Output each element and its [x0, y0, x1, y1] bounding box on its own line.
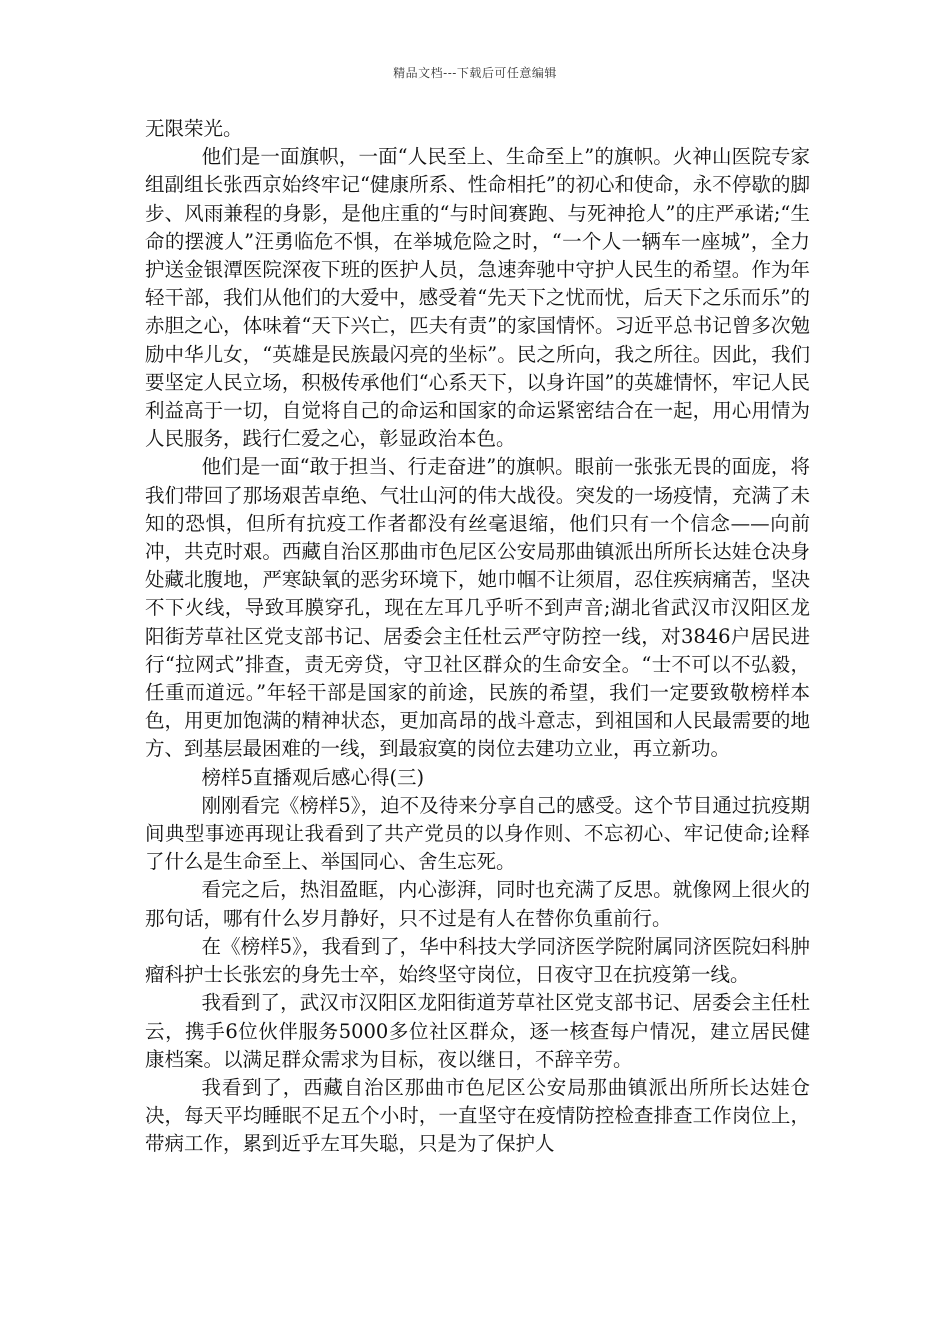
paragraph-5: 看完之后，热泪盈眶，内心澎湃，同时也充满了反思。就像网上很火的那句话，哪有什么岁月静好，只不过是有人在替你负重前行。: [145, 878, 810, 930]
page-header: 精品文档---下载后可任意编辑: [393, 66, 557, 80]
paragraph-7: 我看到了，武汉市汉阳区龙阳街道芳草社区党支部书记、居委会主任杜云，携手6位伙伴服务5000多位社区群众，逐一核查每户情况，建立居民健康档案。以满足群众需求为目标，夜以继日，不辞辛劳。: [145, 991, 810, 1071]
paragraph-6: 在《榜样5》，我看到了，华中科技大学同济医学院附属同济医院妇科肿瘤科护士长张宏的身先士卒，始终坚守岗位，日夜守卫在抗疫第一线。: [145, 934, 810, 987]
paragraph-4: 刚刚看完《榜样5》，迫不及待来分享自己的感受。这个节目通过抗疫期间典型事迹再现让我看到了共产党员的以身作则、不忘初心、牢记使命;诠释了什么是生命至上、举国同心、舍生忘死。: [145, 793, 810, 874]
paragraph-2: 他们是一面旗帜，一面“人民至上、生命至上”的旗帜。火神山医院专家组副组长张西京始终牢记“健康所系、性命相托”的初心和使命，永不停歇的脚步、风雨兼程的身影，是他庄重的“与时间赛跑、与死神抢人”的庄严承诺;“生命的摆渡人”汪勇临危不惧，在举城危险之时，“一个人一辆车一座城”，全力护送金银潭医院深夜下班的医护人员，急速奔驰中守护人民生的希望。作为年轻干部，我们从他们的大爱中，感受着“先天下之忧而忧，后天下之乐而乐”的赤胆之心，体味着“天下兴亡，匹夫有责”的家国情怀。习近平总书记曾多次勉励中华儿女，“英雄是民族最闪亮的坐标”。民之所向，我之所往。因此，我们要坚定人民立场，积极传承他们“心系天下，以身许国”的英雄情怀，牢记人民利益高于一切，自觉将自己的命运和国家的命运紧密结合在一起，用心用情为人民服务，践行仁爱之心，彰显政治本色。: [145, 145, 810, 451]
paragraph-3: 他们是一面“敢于担当、行走奋进”的旗帜。眼前一张张无畏的面庞，将我们带回了那场艰苦卓绝、气壮山河的伟大战役。突发的一场疫情，充满了未知的恐惧，但所有抗疫工作者都没有丝毫退缩，他们只有一个信念——向前冲，共克时艰。西藏自治区那曲市色尼区公安局那曲镇派出所所长达娃仓决身处藏北腹地，严寒缺氧的恶劣环境下，她巾帼不让须眉，忍住疾病痛苦，坚决不下火线，导致耳膜穿孔，现在左耳几乎听不到声音;湖北省武汉市汉阳区龙阳街芳草社区党支部书记、居委会主任杜云严守防控一线，对3846户居民进行“拉网式”排查，责无旁贷，守卫社区群众的生命安全。“士不可以不弘毅，任重而道远。”年轻干部是国家的前途，民族的希望，我们一定要致敬榜样本色，用更加饱满的精神状态，更加高昂的战斗意志，到祖国和人民最需要的地方、到基层最困难的一线，到最寂寞的岗位去建功立业，再立新功。: [145, 455, 810, 761]
section-heading: 榜样5直播观后感心得(三): [201, 765, 425, 789]
document-body: [145, 115, 810, 1159]
paragraph-8: 我看到了，西藏自治区那曲市色尼区公安局那曲镇派出所所长达娃仓决，每天平均睡眠不足五个小时，一直坚守在疫情防控检查排查工作岗位上，带病工作，累到近乎左耳失聪，只是为了保护人: [145, 1075, 810, 1156]
paragraph-1: 无限荣光。: [145, 117, 243, 140]
